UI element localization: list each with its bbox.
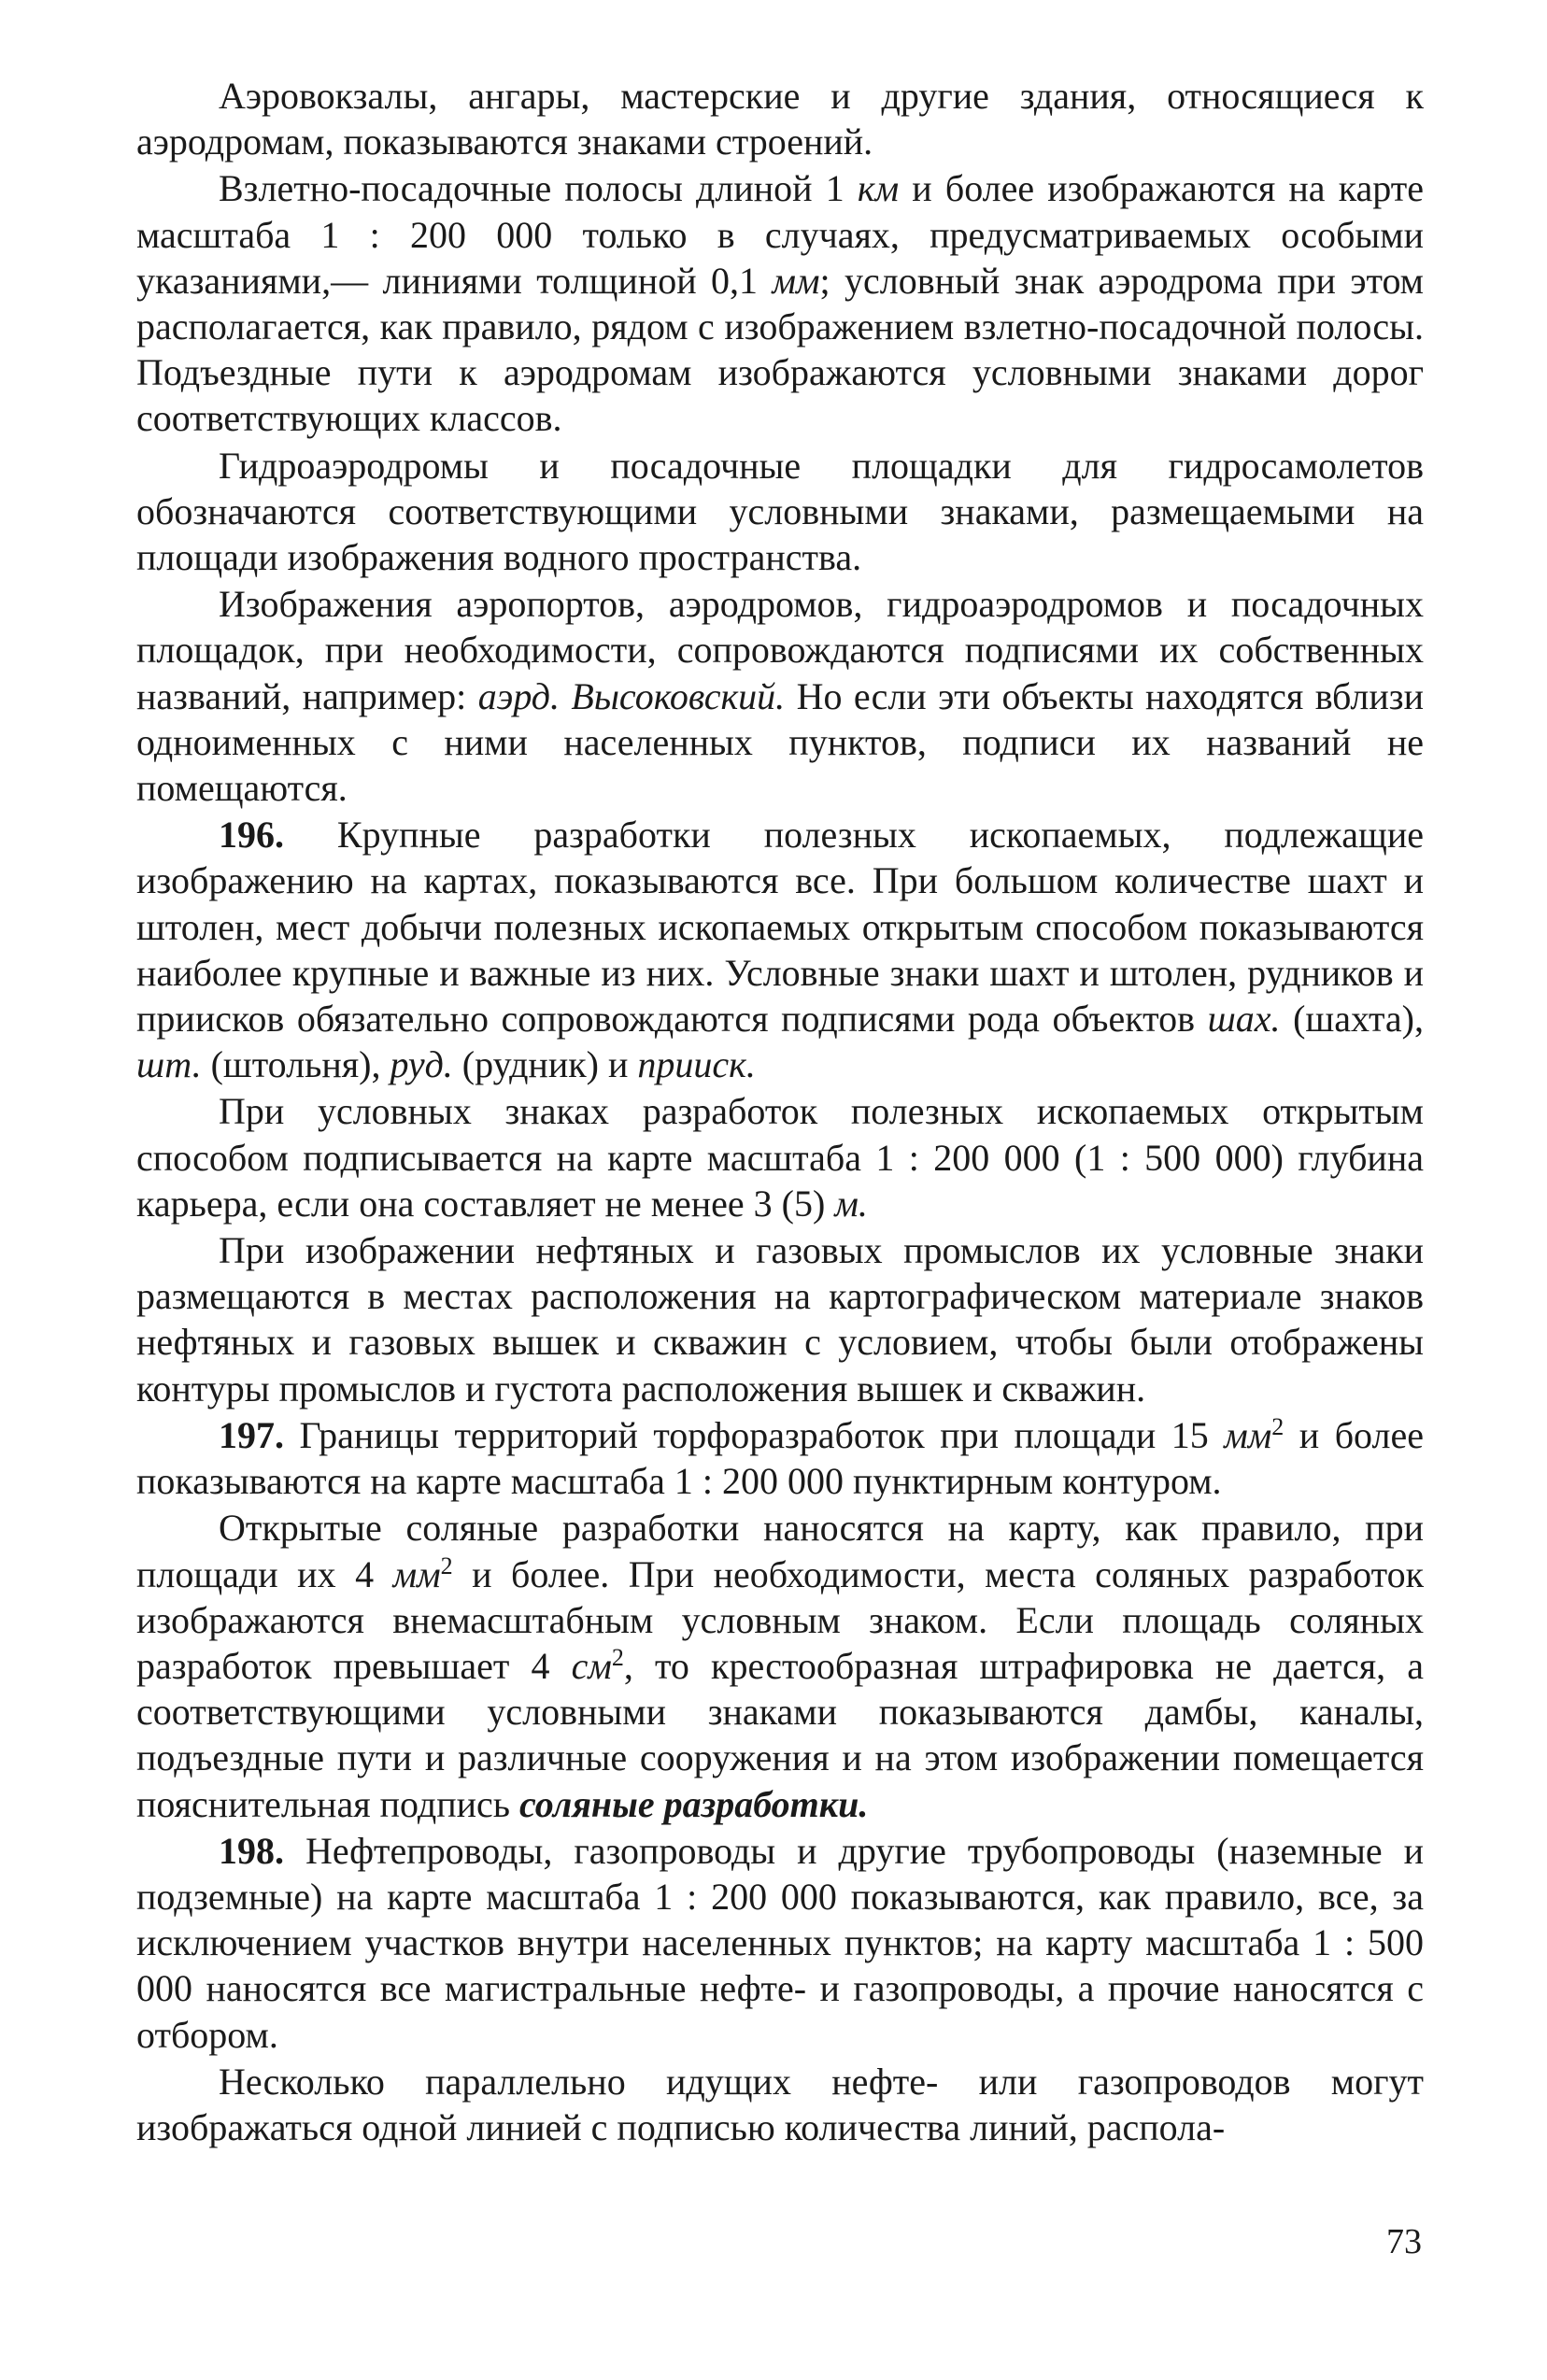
italic-text: аэрд. Высоковский.	[477, 674, 786, 717]
page-number: 73	[1386, 2222, 1422, 2261]
paragraph	[136, 1088, 1424, 1226]
text-run: (шахта),	[1280, 998, 1425, 1041]
italic-text: км	[857, 167, 900, 210]
section-number: 198.	[219, 1829, 284, 1872]
italic-text: мм	[1224, 1413, 1272, 1456]
text-run: Границы территорий торфоразработок при площади 15	[284, 1413, 1225, 1456]
text-run: Нефтепроводы, газопроводы и другие трубопроводы (наземные и подземные) на карте масштаба 1 : 200 000 показываются, как правило, все, за исключением участков внутри населенных пунктов; на карту масштаба 1 : 500 000 наносятся все магистральные нефте- и газопроводы, а прочие наносятся с отбором.	[136, 1829, 1424, 2056]
paragraph	[136, 581, 1424, 811]
italic-text: шах.	[1207, 998, 1281, 1041]
italic-text: м.	[834, 1182, 868, 1225]
text-run: Аэровокзалы, ангары, мастерские и другие здания, относящиеся к аэродромам, показываются знаками строений.	[136, 75, 1424, 163]
superscript: 2	[1271, 1412, 1284, 1440]
text-run: и более показываются на карте масштаба 1 : 200 000 пунктирным контуром.	[136, 1413, 1424, 1503]
text-run: Открытые соляные разработки наносятся на карту, как правило, при площади их 4	[136, 1507, 1424, 1595]
paragraph	[136, 1828, 1424, 2058]
superscript: 2	[611, 1643, 624, 1671]
text-run: и более изображаются на карте масштаба 1 : 200 000 только в случаях, предусматриваемых особыми указаниями,— линиями толщиной 0,1	[136, 167, 1425, 302]
text-run: Несколько параллельно идущих нефте- или газопроводов могут изображаться одной линией с подписью количества линий, распола-	[136, 2060, 1424, 2148]
text-run: (рудник) и	[452, 1043, 638, 1086]
paragraph	[136, 443, 1424, 581]
section-number: 197.	[219, 1413, 284, 1456]
text-run: Гидроаэродромы и посадочные площадки для гидросамолетов обозначаются соответствующими условными знаками, размещаемыми на площади изображения водного пространства.	[136, 444, 1424, 579]
text-run: Крупные разработки полезных ископаемых, подлежащие изображению на картах, показываются все. При большом количестве шахт и штолен, мест добычи полезных ископаемых открытым способом показываются наиболее крупные и важные из них. Условные знаки шахт и штолен, рудников и приисков обязательно сопровождаются подписями рода объектов	[136, 814, 1424, 1041]
text-run: Взлетно-посадочные полосы длиной 1	[219, 167, 858, 210]
paragraph	[136, 1505, 1424, 1826]
text-run: и более. При необходимости, места соляных разработок изображаются внемасштабным условным знаком. Если площадь соляных разработок превышает 4	[136, 1552, 1424, 1687]
text-run: Но если эти объекты находятся вблизи одноименных с ними населенных пунктов, подписи их названий не помещаются.	[136, 674, 1424, 810]
italic-text: шт.	[136, 1043, 202, 1086]
paragraph	[136, 2059, 1424, 2150]
paragraph	[136, 1227, 1424, 1411]
italic-text: см	[571, 1644, 612, 1687]
paragraph	[136, 165, 1424, 441]
italic-text: прииск.	[637, 1043, 756, 1086]
superscript: 2	[440, 1551, 453, 1580]
italic-text: мм	[772, 259, 820, 302]
italic-text: руд.	[390, 1043, 453, 1086]
bold-italic-text: соляные разработки.	[519, 1782, 869, 1825]
text-run: ; условный знак аэродрома при этом располагается, как правило, рядом с изображением взлетно-посадочной полосы. Подъездные пути к аэродромам изображаются условными знаками дорог соответствующих классов.	[136, 259, 1424, 440]
page-body	[136, 73, 1424, 2151]
paragraph	[136, 73, 1424, 164]
text-run: (штольня),	[201, 1043, 390, 1086]
section-number: 196.	[219, 814, 284, 857]
text-run: , то крестообразная штрафировка не дается, а соответствующими условными знаками показываются дамбы, каналы, подъездные пути и различные сооружения и на этом изображении помещается пояснительная подпись	[136, 1644, 1424, 1825]
italic-text: мм	[392, 1552, 441, 1595]
text-run: При условных знаках разработок полезных ископаемых открытым способом подписывается на карте масштаба 1 : 200 000 (1 : 500 000) глубина карьера, если она составляет не менее 3 (5)	[136, 1090, 1424, 1225]
text-run: При изображении нефтяных и газовых промыслов их условные знаки размещаются в местах расположения на картографическом материале знаков нефтяных и газовых вышек и скважин с условием, чтобы были отображены контуры промыслов и густота расположения вышек и скважин.	[136, 1229, 1424, 1410]
text-run: Изображения аэропортов, аэродромов, гидроаэродромов и посадочных площадок, при необходимости, сопровождаются подписями их собственных названий, например:	[136, 583, 1424, 717]
paragraph	[136, 1412, 1424, 1504]
paragraph	[136, 812, 1424, 1087]
